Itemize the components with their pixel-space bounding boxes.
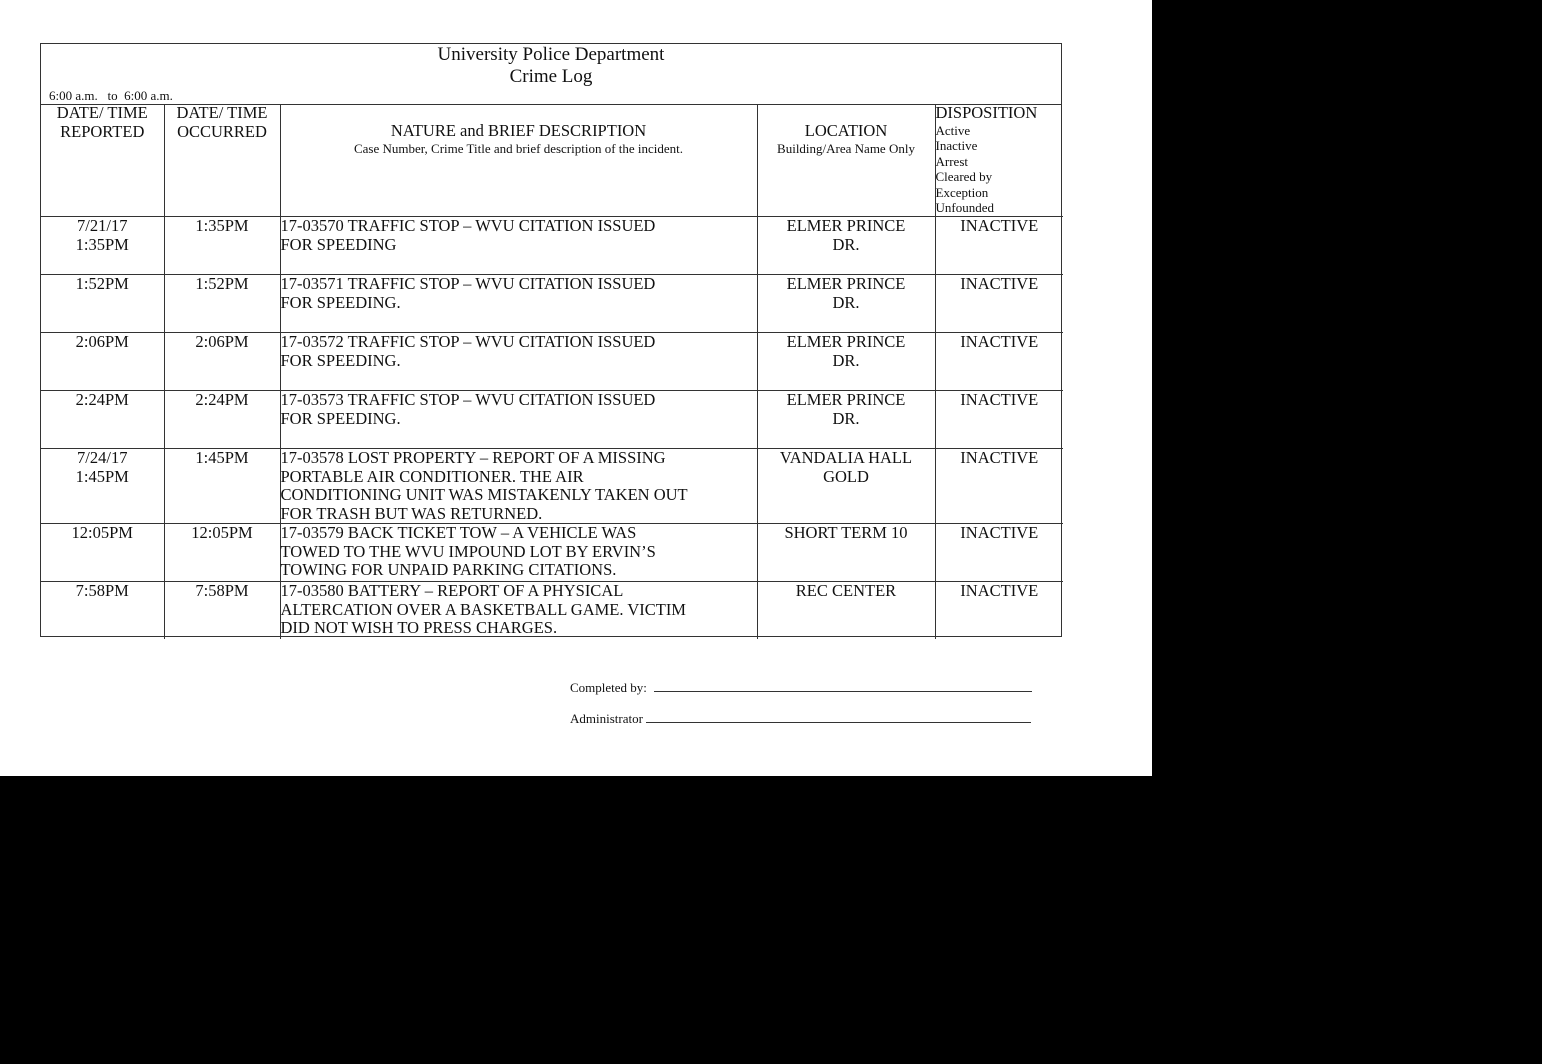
cell-line: DID NOT WISH TO PRESS CHARGES. xyxy=(280,618,558,637)
cell-line: 17-03571 TRAFFIC STOP – WVU CITATION ISSUED xyxy=(280,274,656,293)
description-cell xyxy=(280,524,757,582)
reported-cell xyxy=(41,217,164,275)
cell-line: TOWED TO THE WVU IMPOUND LOT BY ERVIN’S xyxy=(280,541,656,561)
description-cell xyxy=(280,333,757,391)
department-title: University Police Department xyxy=(437,44,665,65)
cell-line: 17-03572 TRAFFIC STOP – WVU CITATION ISSUED xyxy=(280,332,656,351)
location-cell xyxy=(757,217,935,275)
description-cell xyxy=(280,275,757,333)
cell-line: 7/21/17 xyxy=(77,216,128,235)
location-cell xyxy=(757,391,935,449)
occurred-cell: 2:06PM xyxy=(164,333,280,391)
cell-line: ALTERCATION OVER A BASKETBALL GAME. VICTIM xyxy=(280,599,686,619)
header-line: DATE/ TIME xyxy=(56,103,148,122)
column-header-disposition xyxy=(935,104,1063,217)
administrator-row xyxy=(570,711,1031,727)
disposition-option: Exception xyxy=(935,184,989,200)
occurred-cell: 12:05PM xyxy=(164,524,280,582)
disposition-cell: INACTIVE xyxy=(935,217,1063,275)
completed-by-label: Completed by: xyxy=(570,680,647,695)
cell-line: FOR SPEEDING. xyxy=(280,350,401,370)
cell-line: ELMER PRINCE xyxy=(786,390,906,409)
completed-by-row xyxy=(570,680,1032,696)
description-cell xyxy=(280,217,757,275)
table-row xyxy=(41,217,1063,275)
column-header-location xyxy=(757,104,935,217)
disposition-cell: INACTIVE xyxy=(935,524,1063,582)
cell-line: FOR TRASH BUT WAS RETURNED. xyxy=(280,503,543,523)
disposition-option: Active xyxy=(935,122,971,138)
cell-line: DR. xyxy=(832,234,860,254)
header-line: DATE/ xyxy=(176,103,224,122)
cell-line: SHORT TERM 10 xyxy=(784,523,908,542)
log-header xyxy=(41,44,1061,105)
location-cell xyxy=(757,582,935,639)
completed-by-signature-line[interactable] xyxy=(654,681,1032,692)
occurred-cell: 2:24PM xyxy=(164,391,280,449)
disposition-option: Cleared by xyxy=(935,169,993,184)
cell-line: DR. xyxy=(832,408,860,428)
location-cell xyxy=(757,275,935,333)
table-row xyxy=(41,333,1063,391)
occurred-cell: 1:35PM xyxy=(164,217,280,275)
crime-log-form xyxy=(40,43,1062,637)
cell-line: VANDALIA HALL xyxy=(779,448,913,467)
cell-line: 17-03573 TRAFFIC STOP – WVU CITATION ISSUED xyxy=(280,390,656,409)
cell-line: REC CENTER xyxy=(795,581,897,600)
table-row xyxy=(41,449,1063,524)
column-header-row xyxy=(41,104,1063,217)
cell-line: ELMER PRINCE xyxy=(786,332,906,351)
table-row xyxy=(41,275,1063,333)
disposition-cell: INACTIVE xyxy=(935,449,1063,524)
cell-line: FOR SPEEDING. xyxy=(280,408,401,428)
cell-line: 12:05PM xyxy=(71,523,133,542)
disposition-option: Arrest xyxy=(935,153,968,169)
cell-line: 1:52PM xyxy=(75,274,129,293)
reported-cell xyxy=(41,275,164,333)
administrator-signature-line[interactable] xyxy=(646,712,1031,723)
cell-line: 17-03580 BATTERY – REPORT OF A PHYSICAL xyxy=(280,581,624,600)
cell-line: CONDITIONING UNIT WAS MISTAKENLY TAKEN OUT xyxy=(280,485,688,504)
cell-line: 17-03578 LOST PROPERTY – REPORT OF A MISSING xyxy=(280,448,666,467)
disposition-option: Inactive xyxy=(935,138,978,153)
header-line: NATURE and BRIEF DESCRIPTION xyxy=(390,121,647,140)
cell-line: ELMER PRINCE xyxy=(786,216,906,235)
column-header-reported xyxy=(41,104,164,217)
time-range: 6:00 a.m. to 6:00 a.m. xyxy=(49,88,173,103)
occurred-cell: 1:52PM xyxy=(164,275,280,333)
reported-cell xyxy=(41,582,164,639)
location-cell xyxy=(757,333,935,391)
disposition-cell: INACTIVE xyxy=(935,582,1063,639)
log-title: Crime Log xyxy=(509,66,593,87)
reported-cell xyxy=(41,391,164,449)
header-subtitle: Case Number, Crime Title and brief description of the incident. xyxy=(353,140,684,156)
cell-line: PORTABLE AIR CONDITIONER. THE AIR xyxy=(280,466,584,486)
cell-line: 1:35PM xyxy=(75,234,129,254)
table-row xyxy=(41,582,1063,639)
header-subtitle: Building/Area Name Only xyxy=(777,140,915,156)
header-line: LOCATION xyxy=(804,121,888,140)
column-header-nature xyxy=(280,104,757,217)
occurred-cell: 7:58PM xyxy=(164,582,280,639)
administrator-label: Administrator xyxy=(570,711,643,726)
cell-line: 2:24PM xyxy=(75,390,129,409)
cell-line: TOWING FOR UNPAID PARKING CITATIONS. xyxy=(280,560,617,579)
table-row xyxy=(41,391,1063,449)
crime-log-table xyxy=(41,104,1063,639)
location-cell xyxy=(757,449,935,524)
cell-line: ELMER PRINCE xyxy=(786,274,906,293)
header-line: OCCURRED xyxy=(177,121,267,141)
occurred-cell: 1:45PM xyxy=(164,449,280,524)
reported-cell xyxy=(41,333,164,391)
column-header-occurred xyxy=(164,104,280,217)
cell-line: DR. xyxy=(832,292,860,312)
header-line: REPORTED xyxy=(60,121,145,141)
header-line: TIME xyxy=(227,103,268,122)
cell-line: 17-03579 BACK TICKET TOW – A VEHICLE WAS xyxy=(280,523,637,542)
cell-line: DR. xyxy=(832,350,860,370)
description-cell xyxy=(280,582,757,639)
cell-line: GOLD xyxy=(823,466,869,486)
reported-cell xyxy=(41,449,164,524)
cell-line: FOR SPEEDING xyxy=(280,234,397,254)
disposition-cell: INACTIVE xyxy=(935,391,1063,449)
cell-line: 1:45PM xyxy=(75,466,129,486)
description-cell xyxy=(280,449,757,524)
location-cell xyxy=(757,524,935,582)
disposition-cell: INACTIVE xyxy=(935,333,1063,391)
disposition-cell: INACTIVE xyxy=(935,275,1063,333)
header-line: DISPOSITION xyxy=(935,103,1038,122)
description-cell xyxy=(280,391,757,449)
cell-line: 17-03570 TRAFFIC STOP – WVU CITATION ISSUED xyxy=(280,216,656,235)
disposition-option: Unfounded xyxy=(935,200,994,215)
cell-line: FOR SPEEDING. xyxy=(280,292,401,312)
table-row xyxy=(41,524,1063,582)
reported-cell xyxy=(41,524,164,582)
cell-line: 2:06PM xyxy=(75,332,129,351)
cell-line: 7/24/17 xyxy=(77,448,128,467)
cell-line: 7:58PM xyxy=(75,581,129,600)
